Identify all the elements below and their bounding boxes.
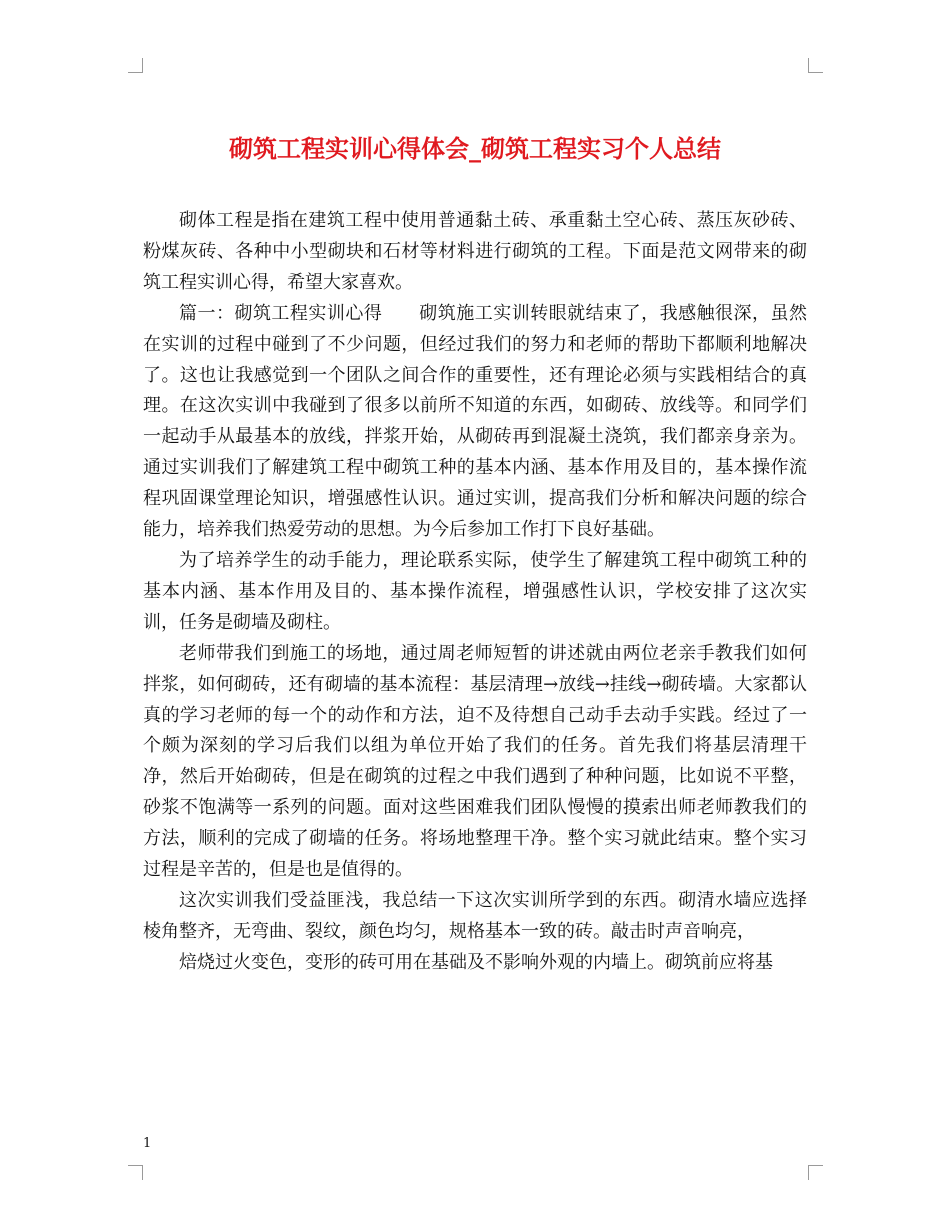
crop-mark-bottom-right: [808, 1165, 823, 1180]
paragraph-part-one: 篇一：砌筑工程实训心得 砌筑施工实训转眼就结束了，我感触很深，虽然在实训的过程中碰到了不少问题，但经过我们的努力和老师的帮助下都顺利地解决了。这也让我感觉到一个团队之间合作的重要性，还有理论必须与实践相结合的真理。在这次实训中我碰到了很多以前所不知道的东西，如砌砖、放线等。和同学们一起动手从最基本的放线，拌浆开始，从砌砖再到混凝土浇筑，我们都亲身亲为。通过实训我们了解建筑工程中砌筑工种的基本内涵、基本作用及目的，基本操作流程巩固课堂理论知识，增强感性认识。通过实训，提高我们分析和解决问题的综合能力，培养我们热爱劳动的思想。为今后参加工作打下良好基础。: [143, 302, 807, 541]
paragraph-summary: 这次实训我们受益匪浅，我总结一下这次实训所学到的东西。砌清水墙应选择棱角整齐，无弯曲、裂纹，颜色均匀，规格基本一致的砖。敲击时声音响亮，: [143, 889, 807, 942]
crop-mark-top-right: [808, 58, 823, 73]
document-title: 砌筑工程实训心得体会_砌筑工程实习个人总结: [229, 134, 721, 163]
page-number: 1: [143, 1136, 152, 1151]
document-body: [143, 206, 807, 979]
paragraph-continued: 焙烧过火变色，变形的砖可用在基础及不影响外观的内墙上。砌筑前应将基: [179, 951, 773, 973]
crop-mark-top-left: [128, 58, 143, 73]
paragraph-process: 老师带我们到施工的场地，通过周老师短暂的讲述就由两位老亲手教我们如何拌浆，如何砌砖，还有砌墙的基本流程：基层清理→放线→挂线→砌砖墙。大家都认真的学习老师的每一个的动作和方法，迫不及待想自己动手去动手实践。经过了一个颇为深刻的学习后我们以组为单位开始了我们的任务。首先我们将基层清理干净，然后开始砌砖，但是在砌筑的过程之中我们遇到了种种问题，比如说不平整，砂浆不饱满等一系列的问题。面对这些困难我们团队慢慢的摸索出师老师教我们的方法，顺利的完成了砌墙的任务。将场地整理干净。整个实习就此结束。整个实习过程是辛苦的，但是也是值得的。: [143, 642, 807, 881]
crop-mark-bottom-left: [128, 1165, 143, 1180]
paragraph-purpose: 为了培养学生的动手能力，理论联系实际，使学生了解建筑工程中砌筑工种的基本内涵、基本作用及目的、基本操作流程，增强感性认识，学校安排了这次实训，任务是砌墙及砌柱。: [143, 549, 807, 633]
paragraph-intro: 砌体工程是指在建筑工程中使用普通黏土砖、承重黏土空心砖、蒸压灰砂砖、粉煤灰砖、各种中小型砌块和石材等材料进行砌筑的工程。下面是范文网带来的砌筑工程实训心得，希望大家喜欢。: [143, 210, 807, 293]
